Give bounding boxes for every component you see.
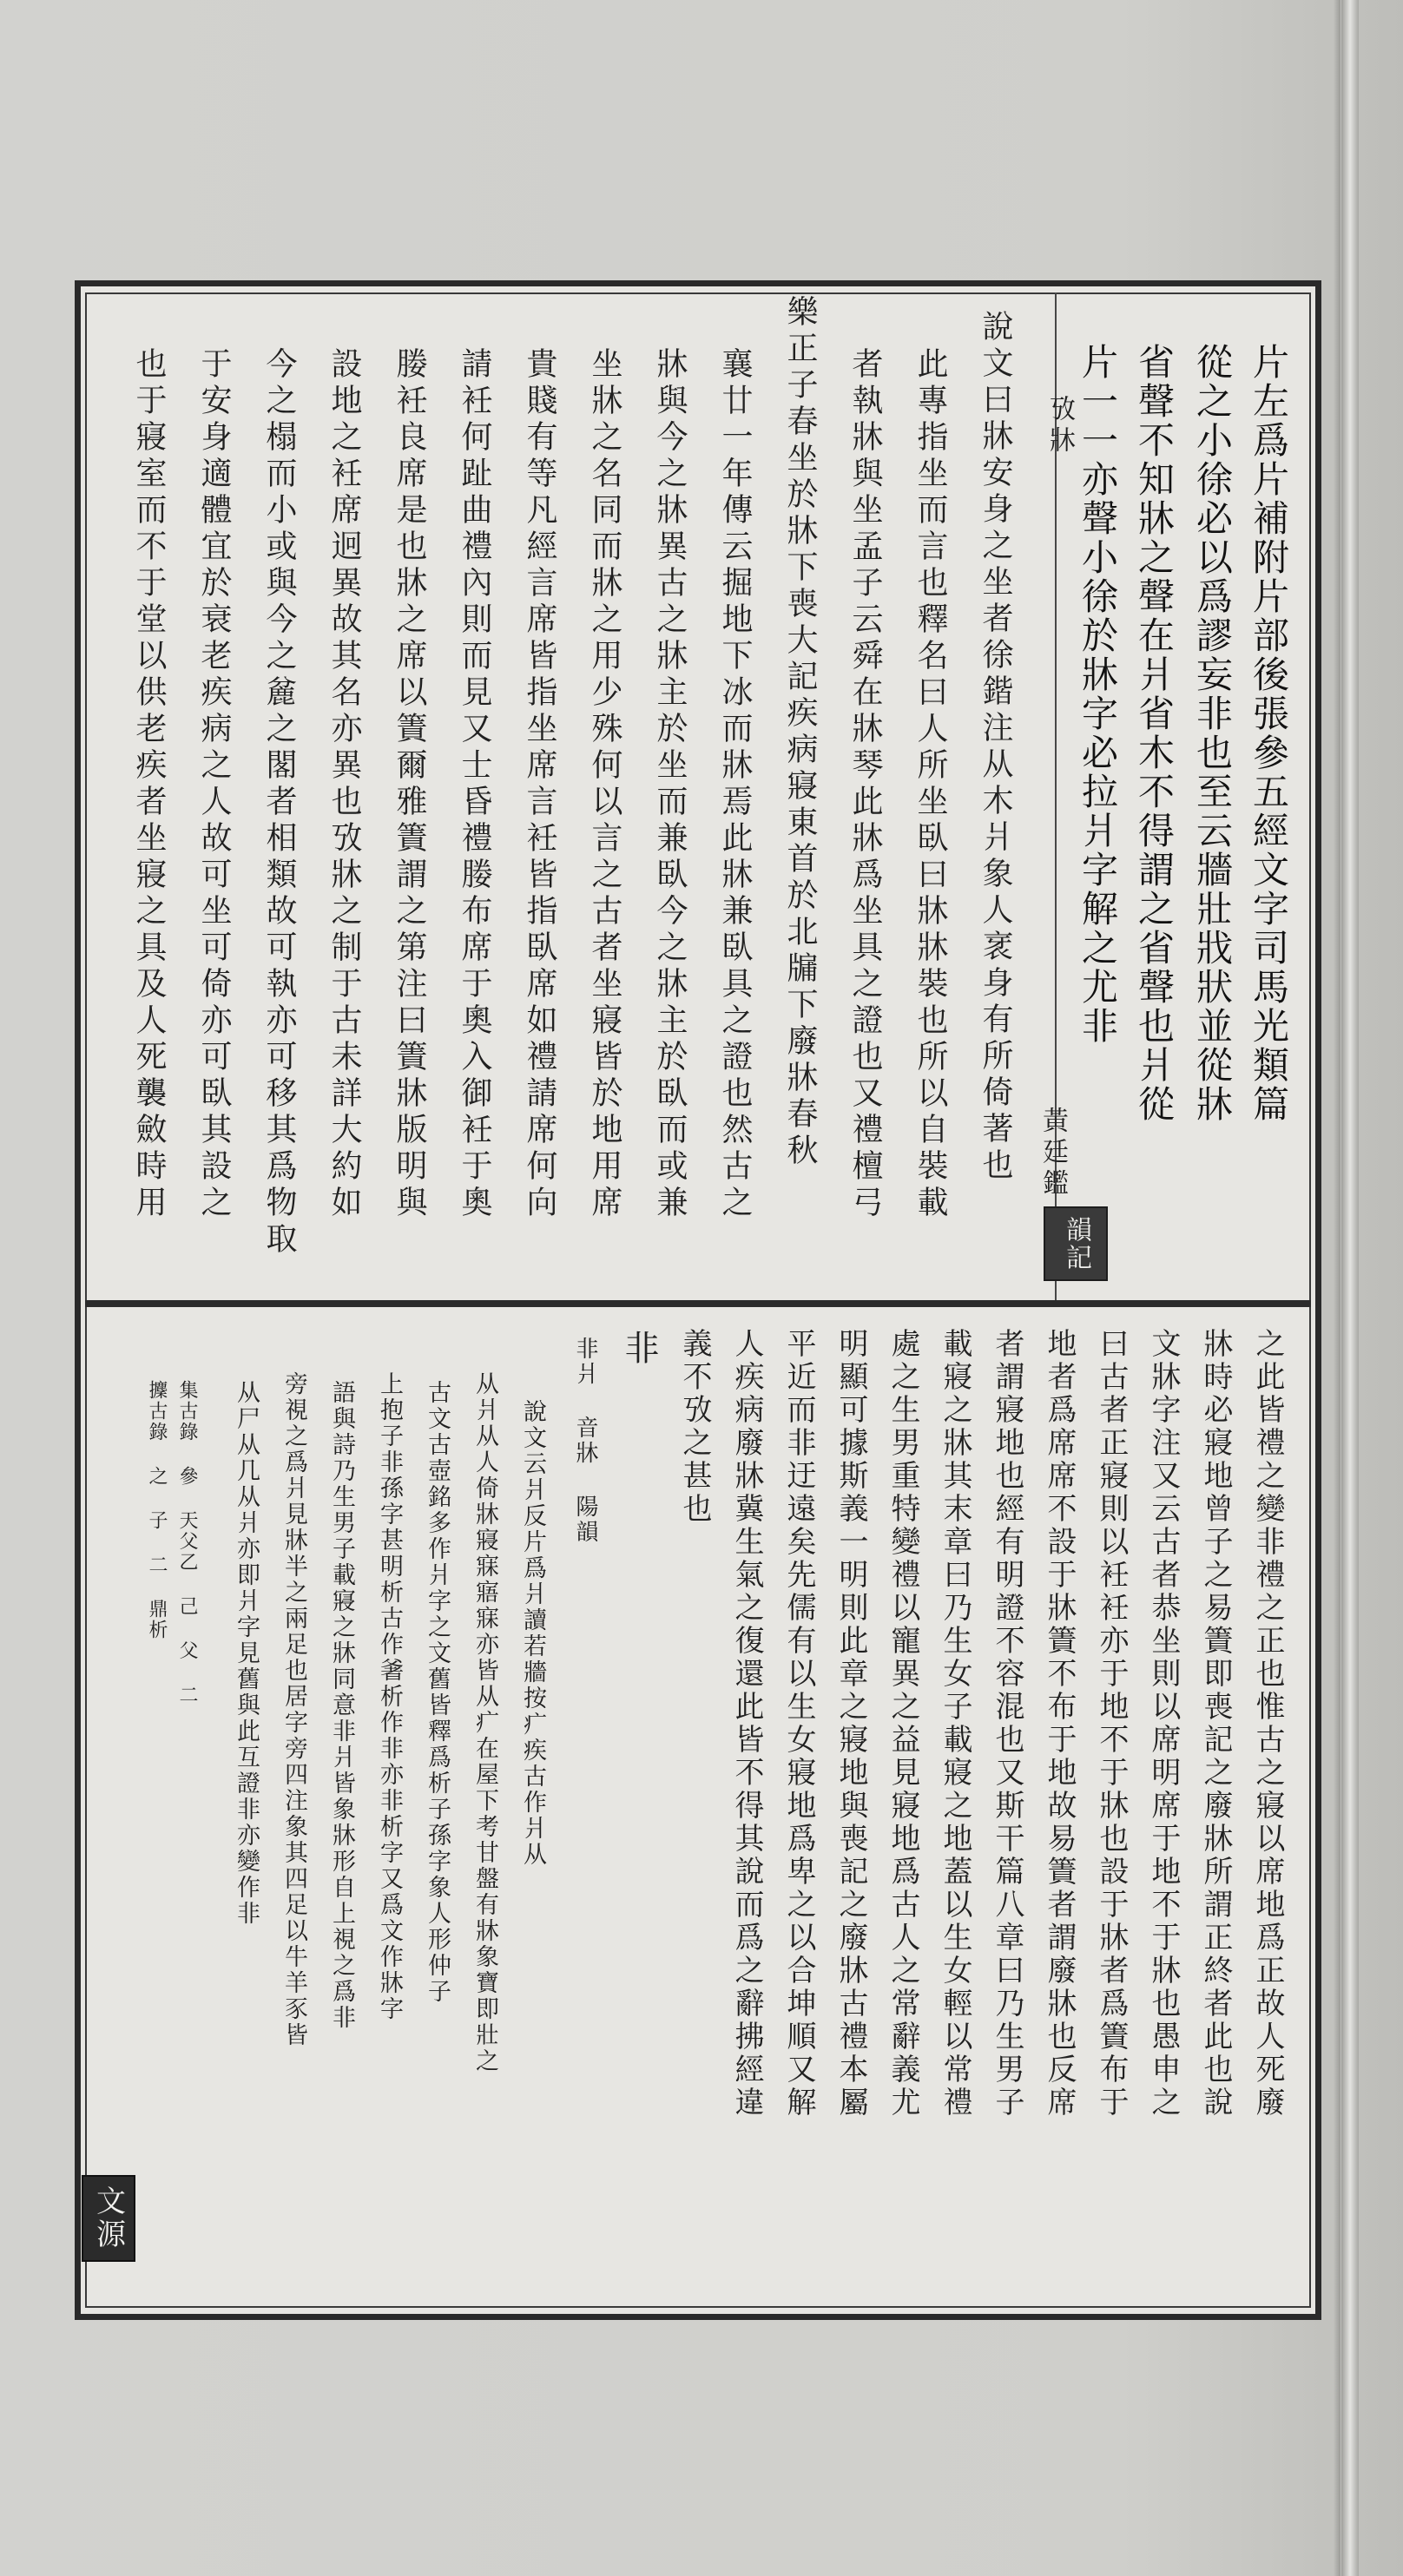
essay-column-9: 請衽何趾曲禮內則而見又士昏禮媵布席于奧入御衽于奧 (457, 347, 492, 1222)
essay-column-13: 于安身適體宜於衰老疾病之人故可坐可倚亦可臥其設之 (196, 347, 232, 1222)
essay-cont-column-1: 之此皆禮之變非禮之正也惟古之寢以席地爲正故人死廢 (1250, 1328, 1285, 2119)
essay-author: 黃廷鑑 (1037, 1107, 1068, 1200)
essay-column-7: 坐牀之名同而牀之用少殊何以言之古者坐寢皆於地用席 (587, 347, 622, 1222)
essay-column-5: 襄廿一年傳云掘地下冰而牀焉此牀兼臥具之證也然古之 (717, 347, 753, 1222)
essay-title: 攷牀 (1044, 395, 1075, 457)
essay-cont-column-3: 文牀字注又云古者恭坐則以席明席于地不于牀也愚申之 (1146, 1328, 1181, 2119)
essay-cont-column-6: 者謂寢地也經有明證不容混也又斯干篇八章曰乃生男子 (990, 1328, 1024, 2119)
binding-shadow (1334, 0, 1340, 2576)
essay-cont-column-11: 人疾病廢牀冀生氣之復還此皆不得其說而爲之辭拂經違 (729, 1328, 764, 2119)
inline-note-1: 集古錄 參 天父乙 己 父 二 (176, 1380, 198, 1705)
wenyuan-column-6: 旁視之爲爿見牀半之兩足也居字旁四注象其四足以牛羊豕皆 (280, 1371, 307, 2048)
wenyuan-column-7: 从尸从几从爿亦即爿字見舊與此互證非亦變作非 (233, 1380, 260, 1927)
section-divider (85, 1300, 1311, 1307)
essay-cont-column-10: 平近而非迂遠矣先儒有以生女寢地爲卑之以合坤順又解 (781, 1328, 816, 2119)
essay-column-1: 說文曰牀安身之坐者徐鍇注从木爿象人衺身有所倚著也 (978, 310, 1013, 1185)
wenyuan-column-2: 从爿从人倚牀寢寐寤寐亦皆从疒在屋下考甘盤有牀象寶即壯之 (471, 1371, 498, 2074)
main-column-2: 從之小徐必以爲謬妄非也至云牆壯戕狀並從牀 (1191, 343, 1234, 1124)
glyph-heading: 非 (619, 1330, 659, 1367)
essay-column-3: 者執牀與坐孟子云舜在牀琴此牀爲坐具之證也又禮檀弓 (847, 347, 883, 1222)
main-column-3: 省聲不知牀之聲在爿省木不得謂之省聲也爿從 (1133, 343, 1176, 1124)
binding-edge (1341, 0, 1359, 2576)
wenyuan-column-1: 說文云爿反片爲爿讀若牆按疒疾古作爿从 (519, 1399, 546, 1868)
author-seal: 韻記 (1044, 1206, 1108, 1281)
essay-column-11: 設地之衽席迥異故其名亦異也攷牀之制于古未詳大約如 (326, 347, 362, 1222)
essay-column-4: 樂正子春坐於牀下喪大記疾病寢東首於北牖下廢牀春秋 (782, 295, 818, 1170)
essay-column-2: 此專指坐而言也釋名曰人所坐臥曰牀牀裝也所以自裝載 (912, 347, 948, 1222)
essay-cont-column-5: 地者爲席席不設于牀簀不布于地故易簀者謂廢牀也反席 (1042, 1328, 1077, 2119)
essay-column-10: 媵衽良席是也牀之席以簀爾雅簀謂之第注曰簀牀版明與 (392, 347, 427, 1222)
wenyuan-column-5: 語與詩乃生男子載寢之牀同意非爿皆象牀形自上視之爲非 (328, 1380, 355, 2031)
essay-cont-column-2: 牀時必寢地曾子之易簀即喪記之廢牀所謂正終者此也說 (1198, 1328, 1233, 2119)
essay-column-8: 貴賤有等凡經言席皆指坐席言衽皆指臥席如禮請席何向 (522, 347, 557, 1222)
essay-cont-column-9: 明顯可據斯義一明則此章之寢地與喪記之廢牀古禮本屬 (833, 1328, 868, 2119)
inline-note-2: 攈古錄 之 子 二 鼎析 (146, 1380, 168, 1640)
essay-column-12: 今之榻而小或與今之麄之閣者相類故可執亦可移其爲物取 (261, 347, 297, 1258)
main-column-4: 片一一亦聲小徐於牀字必拉爿字解之尤非 (1077, 343, 1119, 1046)
wenyuan-column-4: 上抱子非孫字甚明析古作㸙析作非亦非析字又爲文作牀字 (376, 1371, 403, 2022)
essay-column-14: 也于寢室而不于堂以供老疾者坐寢之具及人死襲斂時用 (131, 347, 167, 1222)
essay-cont-column-12: 義不攷之甚也 (677, 1328, 712, 1526)
main-column-1: 片左爲片補附片部後張參五經文字司馬光類篇 (1248, 343, 1290, 1124)
essay-column-6: 牀與今之牀異古之牀主於坐而兼臥今之牀主於臥而或兼 (652, 347, 688, 1222)
wenyuan-column-3: 古文古壺銘多作爿字之文舊皆釋爲析子孫字象人形仲子 (424, 1380, 451, 2005)
essay-cont-column-8: 處之生男重特變禮以寵異之益見寢地爲古人之常辭義尤 (886, 1328, 920, 2119)
essay-cont-column-4: 曰古者正寢則以衽衽亦于地不于牀也設于牀者爲簀布于 (1094, 1328, 1129, 2119)
glyph-heading-note: 非爿 音牀 陽韻 (572, 1337, 598, 1545)
essay-cont-column-7: 載寢之牀其末章曰乃生女子載寢之地蓋以生女輕以常禮 (938, 1328, 972, 2119)
wenyuan-stamp: 文源 (82, 2175, 135, 2262)
